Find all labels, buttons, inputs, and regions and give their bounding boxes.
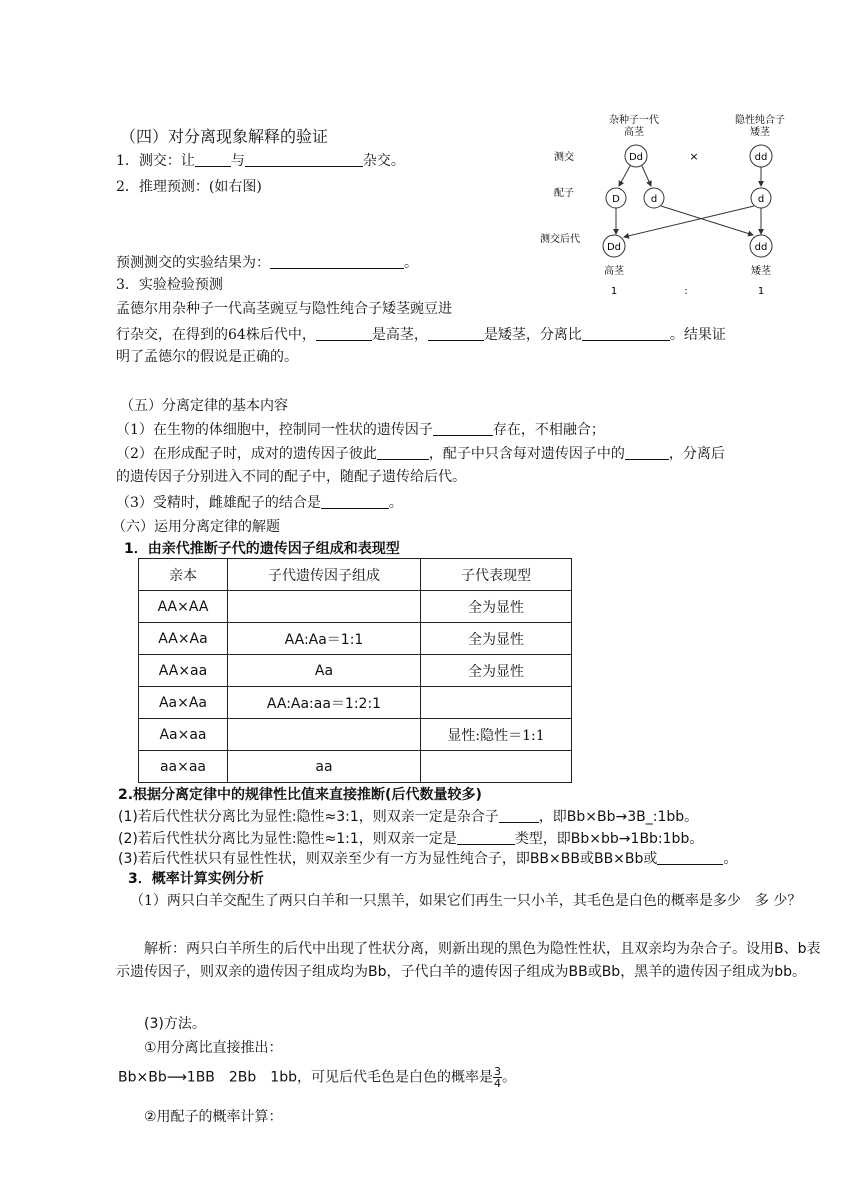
table-header: 子代遗传因子组成: [228, 559, 421, 591]
offspring-dd-node: [750, 235, 772, 257]
text: 类型，即Bb×bb→1Bb:1bb。: [514, 831, 704, 847]
table-cell: 全为显性: [421, 591, 572, 623]
blank[interactable]: [428, 326, 484, 341]
table-cell: Aa: [228, 655, 421, 687]
blank[interactable]: [582, 326, 670, 341]
text: ，分离后: [668, 446, 725, 462]
genotype: dd: [754, 152, 768, 163]
text: 。: [404, 255, 418, 271]
blank[interactable]: [457, 830, 515, 845]
result-line: [116, 252, 418, 272]
table-row: [139, 591, 572, 623]
genotype: dd: [754, 242, 768, 253]
gamete-D-node: [606, 188, 626, 208]
table-cell: 全为显性: [421, 623, 572, 655]
offspring-Dd-node: [603, 235, 625, 257]
blank[interactable]: [625, 445, 669, 460]
blank[interactable]: [321, 494, 389, 509]
blank[interactable]: [195, 152, 231, 167]
method-1: ①用分离比直接推出：: [144, 1040, 283, 1056]
gamete-d-node: [644, 188, 664, 208]
table-header-row: [139, 559, 572, 591]
table-cell: 显性:隐性＝1:1: [421, 719, 572, 751]
table-cell: aa: [228, 751, 421, 783]
table-cell: Aa×Aa: [139, 687, 228, 719]
table-row: [139, 655, 572, 687]
genotype: Dd: [606, 242, 622, 253]
genotype: d: [650, 194, 658, 205]
text: 存在，不相融合；: [492, 422, 605, 438]
text: 。结果证: [669, 327, 726, 343]
table-cell: [421, 687, 572, 719]
table-cell: AA:Aa:aa＝1:2:1: [228, 687, 421, 719]
text: (2)若后代性状分离比为显性:隐性≈1:1，则双亲一定是: [118, 831, 457, 847]
text: 是矮茎，分离比: [483, 327, 582, 343]
parent2-label: 隐性纯合子: [735, 115, 785, 126]
table-row: [139, 751, 572, 783]
section5-heading: （五）分离定律的基本内容: [120, 398, 288, 414]
blank[interactable]: [245, 152, 363, 167]
table-cell: 全为显性: [421, 655, 572, 687]
table-cell: [228, 591, 421, 623]
table-cell: AA×AA: [139, 591, 228, 623]
table-cell: aa×aa: [139, 751, 228, 783]
text: （2）在形成配子时，成对的遗传因子彼此: [116, 446, 377, 462]
table-cell: AA×Aa: [139, 623, 228, 655]
table-cell: AA×aa: [139, 655, 228, 687]
testcross-diagram: [534, 110, 804, 300]
text: （3）受精时，雌雄配子的结合是: [116, 495, 321, 511]
numerator: 3: [493, 1065, 501, 1078]
ratio-1: 1: [610, 286, 618, 297]
parent1-label: 杂种子一代: [609, 115, 659, 126]
text: 。: [723, 851, 738, 867]
pheno-tall: 高茎: [604, 266, 624, 277]
genotype: D: [612, 194, 620, 205]
ratio-item1: [118, 806, 698, 826]
testcross-line: [116, 150, 405, 170]
ratio-item3: [118, 848, 737, 868]
blank[interactable]: [270, 254, 404, 269]
ratio-colon: :: [684, 286, 688, 297]
text: (1)若后代性状分离比为显性:隐性≈3:1，则双亲一定是杂合子: [118, 809, 499, 825]
method-2: ②用配子的概率计算：: [144, 1109, 283, 1125]
genotype: d: [757, 194, 765, 205]
ratio-2: 1: [757, 286, 765, 297]
parent-dd-node: [750, 145, 772, 167]
parent2-pheno: 矮茎: [750, 127, 770, 138]
experiment-line1: 孟德尔用杂种子一代高茎豌豆与隐性纯合子矮茎豌豆进: [116, 301, 452, 317]
question-1: （1）两只白羊交配生了两只白羊和一只黑羊，如果它们再生一只小羊，其毛色是白色的概率是多少 多 少？: [130, 893, 802, 909]
blank[interactable]: [499, 808, 539, 823]
table-cell: Aa×aa: [139, 719, 228, 751]
row-cross-label: 测交: [554, 152, 574, 163]
ratio-item2: [118, 828, 703, 848]
table-row: [139, 687, 572, 719]
law-item2-cont: 的遗传因子分别进入不同的配子中，随配子遗传给后代。: [116, 469, 466, 485]
text: 与: [230, 153, 245, 169]
genotype-table: [138, 558, 572, 783]
row-gamete-label: 配子: [554, 188, 574, 199]
experiment-line2: [116, 324, 726, 344]
experiment-heading: 3．实验检验预测: [116, 277, 223, 293]
table-row: [139, 719, 572, 751]
genotype: Dd: [628, 152, 644, 163]
table-header: 亲本: [139, 559, 228, 591]
sub2-heading: 2.根据分离定律中的规律性比值来直接推断(后代数量较多): [118, 787, 482, 803]
prediction-line: 2．推理预测：(如右图): [116, 179, 262, 195]
table-cell: [228, 719, 421, 751]
text: 杂交。: [362, 153, 405, 169]
text: 预测测交的实验结果为：: [116, 255, 270, 271]
law-item3: [116, 492, 403, 512]
cross-symbol: ×: [689, 150, 699, 163]
blank[interactable]: [657, 850, 723, 865]
text: （1）在生物的体细胞中，控制同一性状的遗传因子: [116, 422, 433, 438]
gamete-d2-node: [751, 188, 771, 208]
blank[interactable]: [316, 326, 372, 341]
parent1-pheno: 高茎: [624, 127, 644, 138]
section6-heading: （六）运用分离定律的解题: [112, 519, 280, 535]
sub3-heading: 3．概率计算实例分析: [128, 871, 264, 887]
text: Bb×Bb⟶1BB 2Bb 1bb，可见后代毛色是白色的概率是: [118, 1069, 493, 1086]
text: 是高茎，: [371, 327, 428, 343]
text: 。: [501, 1069, 516, 1086]
experiment-line3: 明了孟德尔的假说是正确的。: [116, 349, 298, 365]
denominator: 4: [493, 1077, 501, 1090]
pheno-short: 矮茎: [751, 266, 771, 277]
text: ，即Bb×Bb→3B_:1bb。: [538, 809, 699, 825]
section4-heading: （四）对分离现象解释的验证: [120, 127, 329, 146]
text: (3)若后代性状只有显性性状，则双亲至少有一方为显性纯合子，即BB×BB或BB×Bb或: [118, 851, 658, 867]
table-row: [139, 623, 572, 655]
analysis: 解析：两只白羊所生的后代中出现了性状分离，则新出现的黑色为隐性性状，且双亲均为杂合子。设用B、b表示遗传因子，则双亲的遗传因子组成均为Bb，子代白羊的遗传因子组成为BB或Bb，黑羊的遗传因子组成为bb。: [116, 941, 821, 980]
sub1-heading: 1．由亲代推断子代的遗传因子组成和表现型: [124, 541, 400, 557]
equation-line: [118, 1066, 516, 1089]
law-item2: [116, 443, 725, 463]
parent-Dd-node: [625, 145, 647, 167]
table-header: 子代表现型: [421, 559, 572, 591]
row-offspring-label: 测交后代: [540, 234, 580, 245]
text: ，配子中只含每对遗传因子中的: [428, 446, 625, 462]
table-cell: [421, 751, 572, 783]
text: 行杂交，在得到的64株后代中，: [116, 327, 316, 343]
table-cell: AA:Aa＝1:1: [228, 623, 421, 655]
law-item1: [116, 419, 605, 439]
method-heading: (3)方法。: [144, 1016, 206, 1032]
blank[interactable]: [377, 445, 429, 460]
text: 1．测交：让: [116, 153, 195, 169]
text: 。: [388, 495, 403, 511]
fraction-three-quarters: [493, 1066, 502, 1089]
blank[interactable]: [433, 421, 493, 436]
